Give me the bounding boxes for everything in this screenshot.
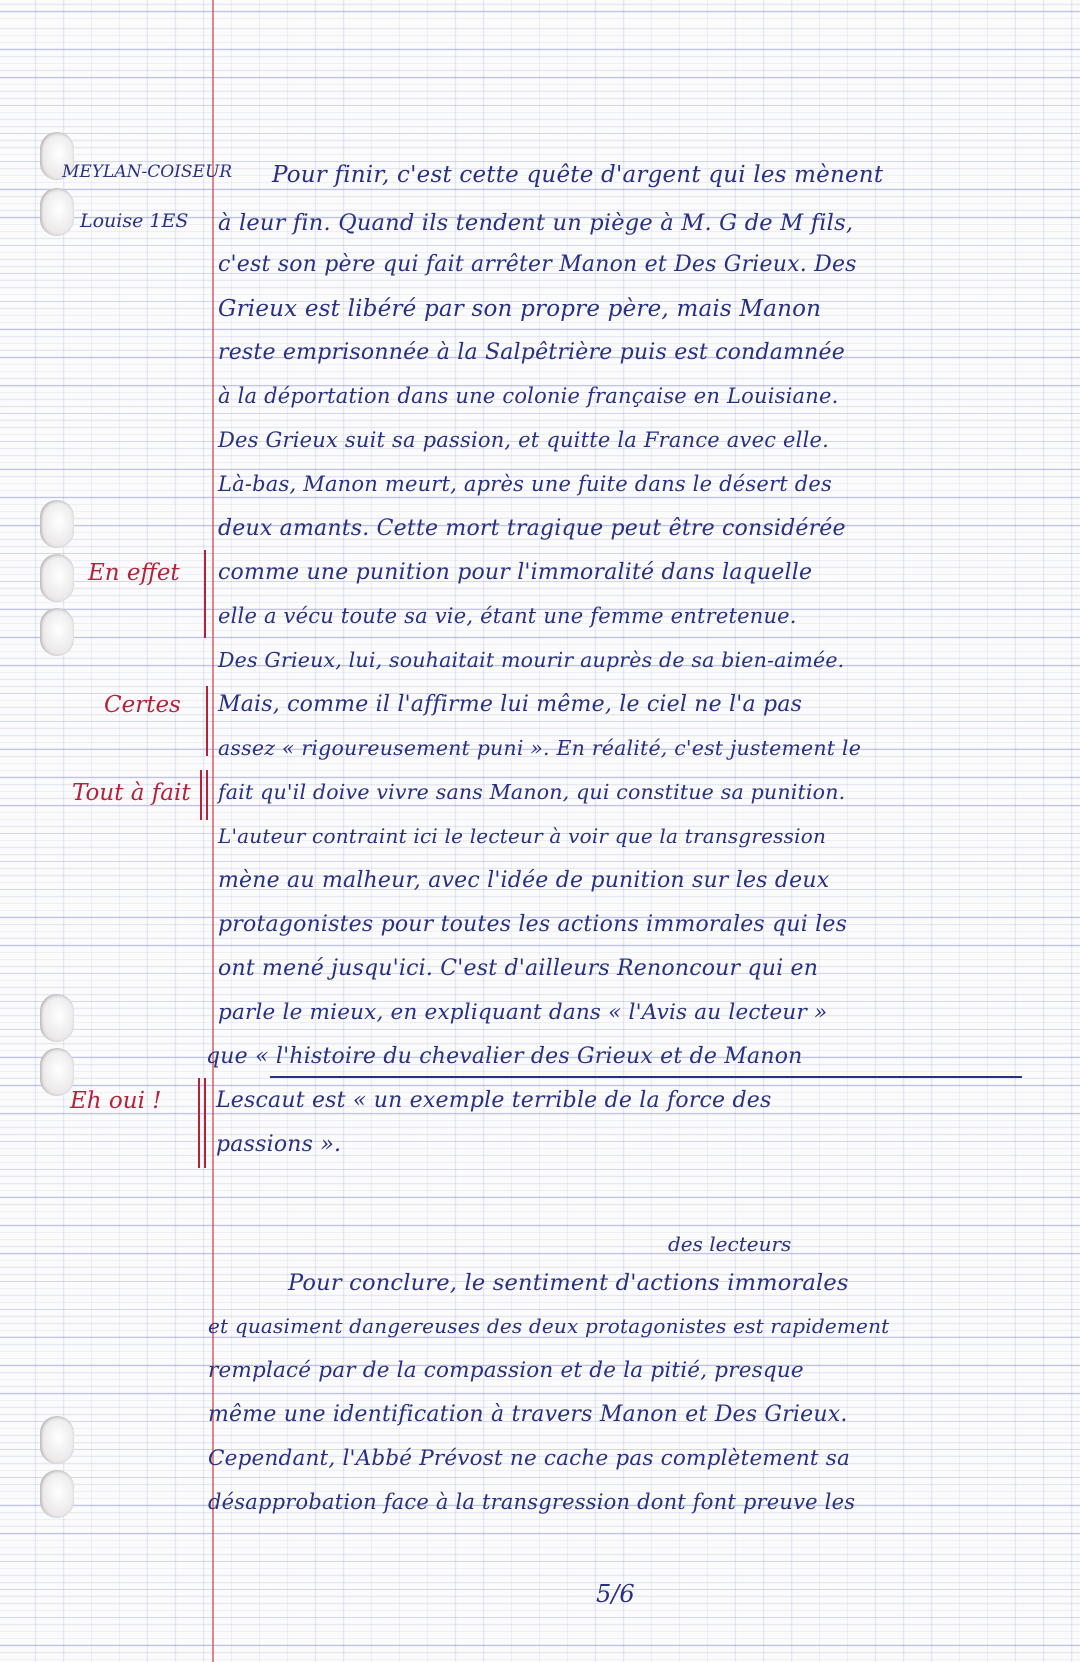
teacher-comment: Certes [104,692,181,718]
teacher-comment: Eh oui ! [70,1088,162,1114]
text-line: L'auteur contraint ici le lecteur à voir que la transgression [218,824,827,848]
comment-bracket [198,1078,200,1168]
text-line: désapprobation face à la transgression dont font preuve les [208,1490,856,1514]
text-line: et quasiment dangereuses des deux protagonistes est rapidement [208,1314,890,1338]
comment-bracket [206,686,208,756]
comment-bracket [200,770,202,820]
text-line: c'est son père qui fait arrêter Manon et Des Grieux. Des [218,252,857,277]
text-line: passions ». [216,1132,342,1157]
text-line: Là-bas, Manon meurt, après une fuite dans le désert des [218,472,832,496]
page-number: 5/6 [596,1580,635,1608]
comment-bracket [206,770,208,820]
text-line: Pour finir, c'est cette quête d'argent qui les mènent [272,162,884,188]
text-line: à la déportation dans une colonie française en Louisiane. [218,384,839,408]
text-line: Grieux est libéré par son propre père, mais Manon [218,296,822,322]
comment-bracket [204,1078,206,1168]
inserted-words: des lecteurs [668,1232,792,1256]
text-line: Mais, comme il l'affirme lui même, le ciel ne l'a pas [218,692,803,717]
text-line: Pour conclure, le sentiment d'actions immorales [288,1270,849,1296]
text-line: deux amants. Cette mort tragique peut être considérée [218,516,846,541]
punch-hole [40,1048,74,1096]
text-line: elle a vécu toute sa vie, étant une femme entretenue. [218,604,797,628]
comment-bracket [204,550,206,638]
text-line: que « l'histoire du chevalier des Grieux et de Manon [206,1044,803,1069]
text-line: Lescaut est « un exemple terrible de la force des [216,1088,772,1113]
text-line: même une identification à travers Manon et Des Grieux. [208,1402,848,1427]
text-line: comme une punition pour l'immoralité dans laquelle [218,560,813,585]
punch-hole [40,1470,74,1518]
text-line: Des Grieux suit sa passion, et quitte la France avec elle. [218,428,830,452]
text-line: à leur fin. Quand ils tendent un piège à M. G de M fils, [218,210,854,236]
punch-hole [40,554,74,602]
punch-hole [40,500,74,548]
text-line: reste emprisonnée à la Salpêtrière puis est condamnée [218,340,845,365]
student-class: Louise 1ES [80,210,189,232]
punch-hole [40,1416,74,1464]
student-name: MEYLAN-COISEUR [62,162,233,182]
text-line: assez « rigoureusement puni ». En réalité, c'est justement le [218,736,862,760]
punch-hole [40,608,74,656]
text-line: remplacé par de la compassion et de la pitié, presque [208,1358,804,1383]
text-line: protagonistes pour toutes les actions immorales qui les [218,912,848,937]
quote-underline [270,1076,1022,1078]
punch-hole [40,994,74,1042]
teacher-comment: Tout à fait [72,780,191,806]
text-line: fait qu'il doive vivre sans Manon, qui constitue sa punition. [218,780,846,804]
text-line: mène au malheur, avec l'idée de punition sur les deux [218,868,830,893]
text-line: Des Grieux, lui, souhaitait mourir auprès de sa bien-aimée. [218,648,845,672]
punch-hole [40,188,74,236]
text-line: parle le mieux, en expliquant dans « l'Avis au lecteur » [218,1000,828,1025]
text-line: ont mené jusqu'ici. C'est d'ailleurs Renoncour qui en [218,956,819,981]
text-line: Cependant, l'Abbé Prévost ne cache pas complètement sa [208,1446,851,1471]
teacher-comment: En effet [88,560,180,586]
